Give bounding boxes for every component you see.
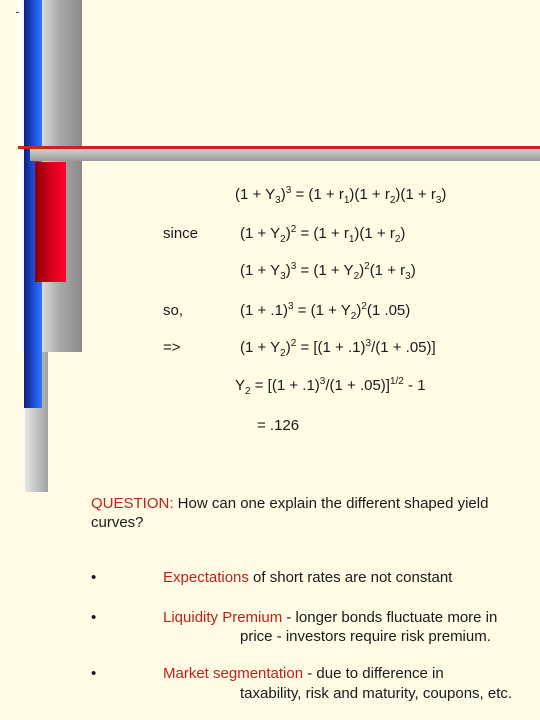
question-paragraph (91, 494, 531, 532)
bullet-symbol: • (91, 609, 97, 626)
bullet-term: Market segmentation (163, 665, 304, 682)
since-label: since (163, 225, 199, 242)
bullet-text: of short rates are not constant (248, 569, 453, 586)
equation-result: = .126 (257, 417, 300, 434)
bullet-continuation: price - investors require risk premium. (240, 628, 491, 645)
decorative-red-bar (35, 162, 66, 282)
bullet-term: Liquidity Premium (163, 609, 283, 626)
bullet-continuation: taxability, risk and maturity, coupons, etc. (240, 685, 513, 702)
equation-5: $(1 + Y_2)^2 = [(1 + .1)^3/(1 + .05)]$ (240, 338, 436, 359)
bullet-text: - due to difference in (303, 665, 444, 682)
equation-1: $(1 + Y_3)^3 = (1 + r_1)(1 + r_2)(1 + r_3)$ (235, 185, 447, 206)
header-gray-rule (30, 149, 540, 161)
bullet-symbol: • (91, 665, 97, 682)
implies-label: => (163, 339, 181, 356)
equation-2: $(1 + Y_2)^2 = (1 + r_1)(1 + r_2)$ (240, 224, 406, 245)
so-label: so, (163, 302, 184, 319)
equation-6: $Y_2 = [(1 + .1)^3/(1 + .05)]^{1/2} - 1$ (235, 376, 426, 397)
bullet-term: Expectations (163, 569, 249, 586)
header-red-rule (18, 146, 540, 149)
bullet-text: - longer bonds fluctuate more in (282, 609, 498, 626)
equation-3: $(1 + Y_3)^3 = (1 + Y_2)^2(1 + r_3)$ (240, 261, 416, 282)
question-text: How can one explain the different shaped yield curves? (91, 495, 489, 531)
bullet-symbol: • (91, 569, 97, 586)
bullet-item-liquidity (163, 609, 497, 627)
bullet-item-expectations (163, 569, 452, 587)
bullet-item-segmentation (163, 665, 444, 683)
question-label: QUESTION: (91, 495, 174, 512)
equation-4: $(1 + .1)^3 = (1 + Y_2)^2(1$ .05) (240, 301, 411, 322)
corner-tick (16, 12, 19, 13)
